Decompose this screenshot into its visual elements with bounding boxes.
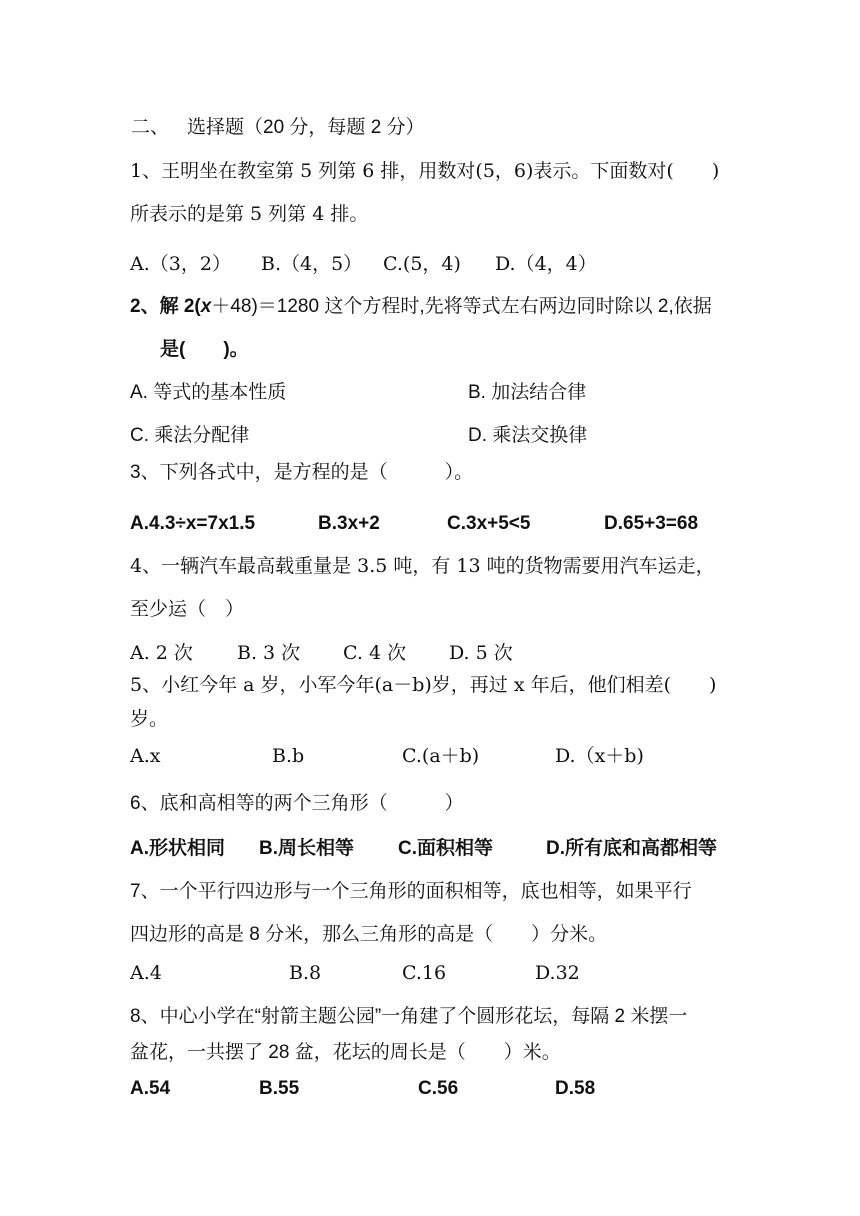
question-7-option-b[interactable]: B.8	[289, 962, 322, 984]
question-6-option-a[interactable]	[130, 837, 225, 861]
question-1-option-a[interactable]: A.（3，2）	[130, 253, 231, 275]
question-5-line-2: 岁。	[130, 708, 169, 730]
question-2-option-c[interactable]: C. 乘法分配律	[130, 425, 250, 446]
question-7-line-1: 7、一个平行四边形与一个三角形的面积相等，底也相等，如果平行	[130, 881, 692, 902]
question-5-option-c[interactable]: C.(a＋b)	[402, 745, 480, 767]
question-6-option-a-label: A.形状相同	[130, 838, 226, 859]
question-6-option-c[interactable]	[398, 837, 493, 861]
question-4-line-2: 至少运（ ）	[130, 598, 245, 620]
question-3-option-c[interactable]: C.3x+5<5	[447, 513, 531, 534]
question-3-option-a[interactable]: A.4.3÷x=7x1.5	[130, 513, 256, 534]
question-1-option-b[interactable]: B.（4，5）	[261, 253, 363, 275]
question-5-option-a[interactable]: A.x	[130, 745, 161, 767]
question-2-option-d[interactable]: D. 乘法交换律	[468, 425, 588, 446]
question-8-option-c[interactable]: C.56	[418, 1078, 459, 1099]
question-6-option-d[interactable]	[546, 837, 717, 861]
question-5-line-1: 5、小红今年 a 岁，小军今年(a－b)岁，再过 x 年后，他们相差( )	[130, 674, 717, 696]
question-4-option-b[interactable]: B. 3 次	[237, 642, 301, 664]
question-2-variable: x	[200, 296, 212, 317]
question-3-option-d[interactable]: D.65+3=68	[604, 513, 699, 534]
question-3-option-b[interactable]: B.3x+2	[318, 513, 380, 534]
question-1-line-2: 所表示的是第 5 列第 4 排。	[130, 203, 369, 225]
question-2-prefix: 2、解 2(	[130, 296, 201, 317]
question-2-option-a[interactable]: A. 等式的基本性质	[130, 382, 287, 403]
question-4-line-1: 4、一辆汽车最高载重量是 3.5 吨，有 13 吨的货物需要用汽车运走，	[130, 555, 715, 577]
question-4-option-d[interactable]: D. 5 次	[449, 642, 513, 664]
question-2-line-2: 是( )。	[160, 339, 249, 360]
question-2-line-1	[130, 295, 712, 319]
question-7-line-2: 四边形的高是 8 分米，那么三角形的高是（ ）分米。	[130, 924, 608, 945]
question-5-option-d[interactable]: D.（x＋b)	[555, 745, 644, 767]
question-4-option-a[interactable]: A. 2 次	[130, 642, 193, 664]
question-6-option-c-label: C.面积相等	[398, 838, 494, 859]
question-6-option-b[interactable]	[259, 837, 354, 861]
question-6-option-b-label: B.周长相等	[259, 838, 355, 859]
question-1-option-c[interactable]: C.(5，4)	[383, 253, 461, 275]
question-7-option-c[interactable]: C.16	[402, 962, 447, 984]
question-5-option-b[interactable]: B.b	[272, 745, 305, 767]
question-8-option-a[interactable]: A.54	[130, 1078, 171, 1099]
question-7-option-a[interactable]: A.4	[130, 962, 162, 984]
question-2-option-b[interactable]: B. 加法结合律	[468, 382, 587, 403]
section-number: 二、	[131, 117, 170, 138]
question-7-option-d[interactable]: D.32	[535, 962, 580, 984]
question-8-line-2: 盆花，一共摆了 28 盆，花坛的周长是（ ）米。	[130, 1042, 561, 1063]
question-3-line-1: 3、下列各式中，是方程的是（ ）。	[130, 462, 474, 483]
section-title: 选择题（20 分，每题 2 分）	[187, 117, 425, 138]
question-4-option-c[interactable]: C. 4 次	[343, 642, 407, 664]
question-8-line-1: 8、中心小学在“射箭主题公园”一角建了个圆形花坛，每隔 2 米摆一	[130, 1006, 688, 1027]
question-2-suffix: ＋48)＝1280 这个方程时,先将等式左右两边同时除以 2,依据	[211, 296, 712, 317]
question-8-option-d[interactable]: D.58	[555, 1078, 596, 1099]
question-1-option-d[interactable]: D.（4，4）	[495, 253, 597, 275]
question-6-option-d-label: D.所有底和高都相等	[546, 838, 718, 859]
question-8-option-b[interactable]: B.55	[259, 1078, 300, 1099]
question-1-line-1: 1、王明坐在教室第 5 列第 6 排，用数对(5，6)表示。下面数对( )	[130, 160, 720, 182]
question-6-line-1: 6、底和高相等的两个三角形（ ）	[130, 793, 464, 814]
